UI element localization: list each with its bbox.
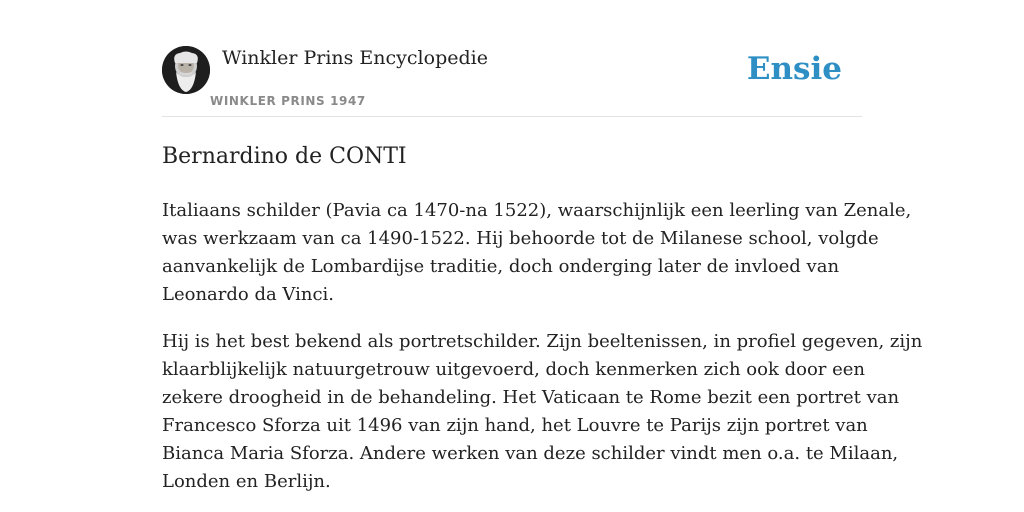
page-container — [162, 0, 923, 496]
source-subtitle: WINKLER PRINS 1947 — [210, 94, 366, 108]
paragraph-line: zekere droogheid in de behandeling. Het Vaticaan te Rome bezit een portret van — [162, 387, 900, 408]
author-avatar[interactable] — [162, 46, 210, 94]
article-title: Bernardino de CONTI — [162, 144, 407, 169]
portrait-icon — [162, 46, 210, 94]
article-paragraph — [162, 197, 912, 309]
paragraph-line: Leonardo da Vinci. — [162, 284, 335, 305]
paragraph-line: aanvankelijk de Lombardijse traditie, doch onderging later de invloed van — [162, 256, 840, 277]
paragraph-line: Hij is het best bekend als portretschilder. Zijn beeltenissen, in profiel gegeven, zijn — [162, 331, 923, 352]
article — [162, 142, 923, 496]
paragraph-line: was werkzaam van ca 1490-1522. Hij behoorde tot de Milanese school, volgde — [162, 228, 879, 249]
source-title[interactable]: Winkler Prins Encyclopedie — [222, 47, 488, 69]
paragraph-line: Londen en Berlijn. — [162, 471, 331, 492]
article-paragraph — [162, 328, 923, 496]
paragraph-line: Italiaans schilder (Pavia ca 1470-na 1522), waarschijnlijk een leerling van Zenale, — [162, 200, 912, 221]
ensie-logo-link[interactable]: Ensie — [746, 51, 842, 87]
paragraph-line: Bianca Maria Sforza. Andere werken van deze schilder vindt men o.a. te Milaan, — [162, 443, 899, 464]
paragraph-line: Francesco Sforza uit 1496 van zijn hand, het Louvre te Parijs zijn portret van — [162, 415, 868, 436]
source-header — [162, 0, 862, 117]
paragraph-line: klaarblijkelijk natuurgetrouw uitgevoerd, doch kenmerken zich ook door een — [162, 359, 866, 380]
